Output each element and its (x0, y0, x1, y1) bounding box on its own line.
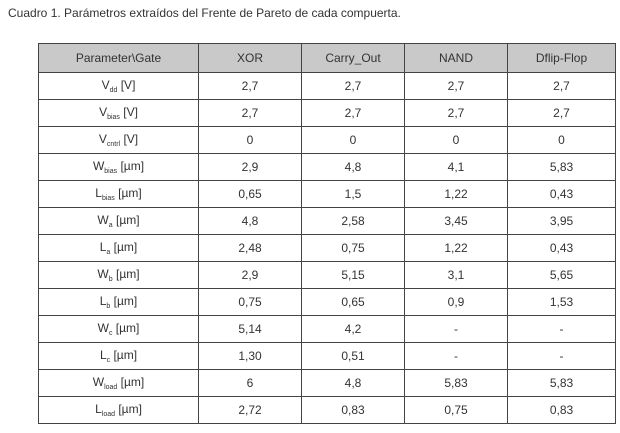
parameter-label: $L_{bias}$ [µm] (39, 181, 199, 208)
cell-carry-out: 2,7 (302, 73, 405, 100)
table-header-row (39, 44, 616, 73)
cell-xor: 2,9 (199, 262, 302, 289)
cell-xor: 1,30 (199, 343, 302, 370)
cell-xor: 4,8 (199, 208, 302, 235)
cell-dflip-flop: 1,53 (508, 289, 616, 316)
cell-carry-out: 0 (302, 127, 405, 154)
parameter-label: $L_b$ [µm] (39, 289, 199, 316)
parameter-label: $V_{cntrl}$ [V] (39, 127, 199, 154)
parameter-label: $W_b$ [µm] (39, 262, 199, 289)
cell-xor: 5,14 (199, 316, 302, 343)
cell-xor: 2,48 (199, 235, 302, 262)
cell-nand: 4,1 (405, 154, 508, 181)
cell-dflip-flop: 5,65 (508, 262, 616, 289)
cell-dflip-flop: 2,7 (508, 100, 616, 127)
cell-dflip-flop: 0 (508, 127, 616, 154)
cell-xor: 6 (199, 370, 302, 397)
cell-dflip-flop: 0,43 (508, 181, 616, 208)
cell-xor: 2,7 (199, 73, 302, 100)
cell-nand: 3,1 (405, 262, 508, 289)
cell-xor: 0,65 (199, 181, 302, 208)
table-row (39, 127, 616, 154)
parameters-table (38, 43, 616, 424)
table-row (39, 343, 616, 370)
header-dflip-flop: Dflip-Flop (508, 44, 616, 73)
cell-dflip-flop: 5,83 (508, 370, 616, 397)
parameter-label: $W_{bias}$ [µm] (39, 154, 199, 181)
table-row (39, 235, 616, 262)
cell-nand: 0,9 (405, 289, 508, 316)
cell-dflip-flop: 2,7 (508, 73, 616, 100)
cell-nand: 1,22 (405, 181, 508, 208)
cell-dflip-flop: 0,83 (508, 397, 616, 424)
cell-nand: 2,7 (405, 100, 508, 127)
header-xor: XOR (199, 44, 302, 73)
table-row (39, 208, 616, 235)
cell-nand: 5,83 (405, 370, 508, 397)
cell-dflip-flop: - (508, 316, 616, 343)
cell-carry-out: 4,8 (302, 370, 405, 397)
header-parameter-gate: Parameter\Gate (39, 44, 199, 73)
parameter-label: $L_c$ [µm] (39, 343, 199, 370)
cell-carry-out: 4,2 (302, 316, 405, 343)
cell-nand: - (405, 316, 508, 343)
cell-carry-out: 0,83 (302, 397, 405, 424)
cell-carry-out: 0,65 (302, 289, 405, 316)
cell-dflip-flop: 3,95 (508, 208, 616, 235)
cell-nand: - (405, 343, 508, 370)
cell-xor: 2,72 (199, 397, 302, 424)
cell-carry-out: 5,15 (302, 262, 405, 289)
cell-carry-out: 0,75 (302, 235, 405, 262)
cell-carry-out: 4,8 (302, 154, 405, 181)
cell-dflip-flop: - (508, 343, 616, 370)
parameter-label: $V_{dd}$ [V] (39, 73, 199, 100)
parameter-label: $L_{load}$ [µm] (39, 397, 199, 424)
cell-xor: 2,9 (199, 154, 302, 181)
parameter-label: $W_{load}$ [µm] (39, 370, 199, 397)
cell-carry-out: 2,58 (302, 208, 405, 235)
cell-carry-out: 0,51 (302, 343, 405, 370)
parameter-label: $V_{bias}$ [V] (39, 100, 199, 127)
cell-nand: 1,22 (405, 235, 508, 262)
cell-dflip-flop: 0,43 (508, 235, 616, 262)
table-row (39, 154, 616, 181)
header-carry-out: Carry_Out (302, 44, 405, 73)
cell-xor: 2,7 (199, 100, 302, 127)
table-row (39, 262, 616, 289)
table-row (39, 289, 616, 316)
cell-nand: 0,75 (405, 397, 508, 424)
table-row (39, 100, 616, 127)
table-row (39, 397, 616, 424)
cell-xor: 0 (199, 127, 302, 154)
table-row (39, 316, 616, 343)
parameter-label: $W_a$ [µm] (39, 208, 199, 235)
table-caption: Cuadro 1. Parámetros extraídos del Frente de Pareto de cada compuerta. (8, 6, 401, 20)
header-nand: NAND (405, 44, 508, 73)
cell-nand: 3,45 (405, 208, 508, 235)
cell-carry-out: 1,5 (302, 181, 405, 208)
parameter-label: $W_c$ [µm] (39, 316, 199, 343)
table-row (39, 181, 616, 208)
cell-carry-out: 2,7 (302, 100, 405, 127)
cell-nand: 2,7 (405, 73, 508, 100)
table-row (39, 370, 616, 397)
cell-nand: 0 (405, 127, 508, 154)
cell-dflip-flop: 5,83 (508, 154, 616, 181)
cell-xor: 0,75 (199, 289, 302, 316)
parameter-label: $L_a$ [µm] (39, 235, 199, 262)
table-row (39, 73, 616, 100)
